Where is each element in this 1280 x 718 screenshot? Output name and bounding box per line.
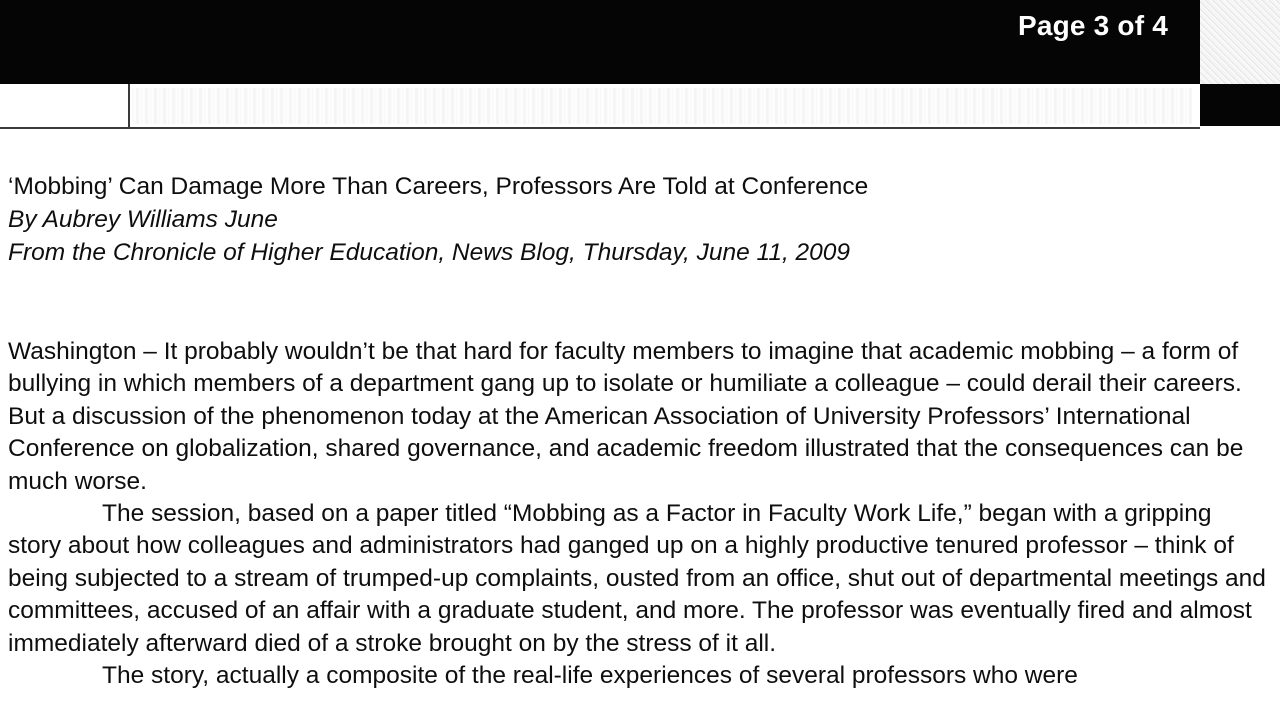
scanned-header-bar xyxy=(0,0,1200,84)
article-source: From the Chronicle of Higher Education, News Blog, Thursday, June 11, 2009 xyxy=(8,239,851,266)
article-byline: By Aubrey Williams June xyxy=(8,206,278,233)
scan-corner-noise xyxy=(1200,0,1280,84)
paragraph-1: Washington – It probably wouldn’t be that hard for faculty members to imagine that academic mobbing – a form of bullying in which members of a department gang up to isolate or humiliate a colleague – could derail their careers. But a discussion of the phenomenon today at the American Association of University Professors’ International Conference on globalization, shared governance, and academic freedom illustrated that the consequences can be much worse. xyxy=(8,338,1244,495)
article-header xyxy=(8,170,1270,269)
article-body xyxy=(8,336,1270,692)
page-indicator: Page 3 of 4 xyxy=(1017,10,1168,41)
paragraph-3: The story, actually a composite of the real-life experiences of several professors who were xyxy=(102,662,1078,690)
paragraph-2: The session, based on a paper titled “Mobbing as a Factor in Faculty Work Life,” began with a gripping story about how colleagues and administrators had ganged up on a highly productive tenured professor – think of being subjected to a stream of trumped-up complaints, ousted from an office, shut out of departmental meetings and committees, accused of an affair with a graduate student, and more. The professor was eventually fired and almost immediately afterward died of a stroke brought on by the stress of it all. xyxy=(8,500,1266,657)
scan-corner-block xyxy=(1200,84,1280,126)
band-rule-line xyxy=(0,127,1200,129)
scan-band-noise xyxy=(132,88,1192,124)
band-divider-line xyxy=(128,84,130,129)
article-title: ‘Mobbing’ Can Damage More Than Careers, Professors Are Told at Conference xyxy=(8,173,869,200)
